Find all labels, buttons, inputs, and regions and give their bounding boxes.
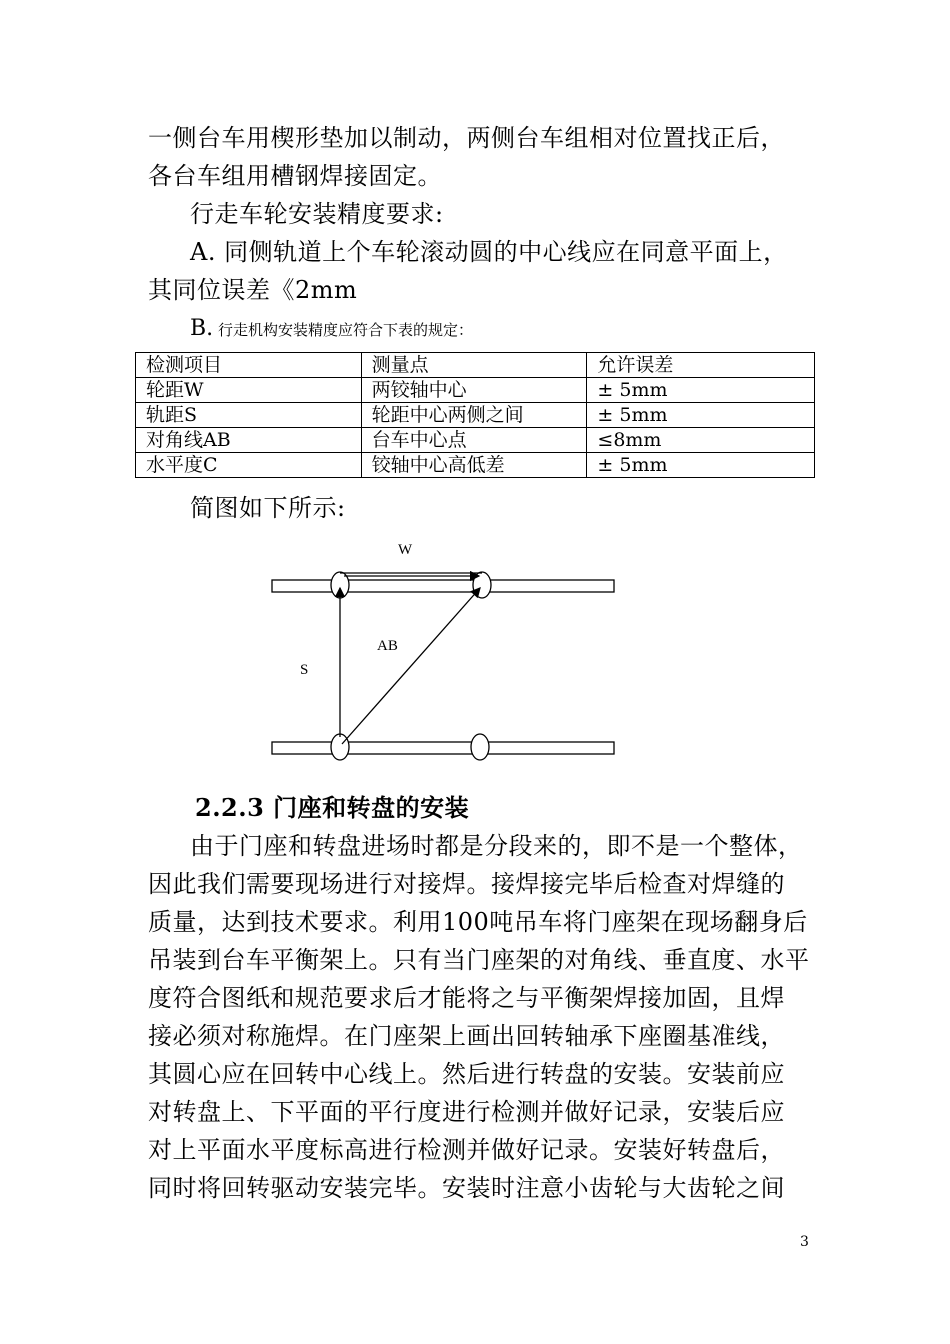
requirement-intro: 行走车轮安装精度要求:	[190, 200, 444, 228]
section-line: 同时将回转驱动安装完毕。安装时注意小齿轮与大齿轮之间	[148, 1174, 785, 1202]
table-row	[136, 453, 815, 478]
table-header-row	[136, 353, 815, 378]
table-header-cell: 检测项目	[136, 353, 362, 378]
section-line: 接必须对称施焊。在门座架上画出回转轴承下座圈基准线，	[148, 1022, 785, 1050]
table-header-cell: 允许误差	[587, 353, 815, 378]
table-row	[136, 428, 815, 453]
table-cell: 对角线AB	[136, 428, 362, 453]
table-row	[136, 378, 815, 403]
bottom-rail	[272, 742, 614, 754]
label-w: W	[398, 542, 413, 558]
paragraph-line: 一侧台车用楔形垫加以制动，两侧台车组相对位置找正后，	[148, 124, 785, 152]
section-line: 对转盘上、下平面的平行度进行检测并做好记录，安装后应	[148, 1098, 785, 1126]
diagram-caption: 简图如下所示:	[190, 494, 346, 522]
ab-diagonal-arrow	[342, 588, 480, 744]
requirement-b-text: 行走机构安装精度应符合下表的规定：	[217, 321, 473, 339]
table-cell: 轮距中心两侧之间	[361, 403, 587, 428]
requirement-a-line: 其同位误差《2mm	[148, 276, 358, 304]
requirement-b	[190, 318, 473, 341]
table-cell: 轮距W	[136, 378, 362, 403]
section-line: 吊装到台车平衡架上。只有当门座架的对角线、垂直度、水平	[148, 946, 810, 974]
section-heading: 2.2.3 门座和转盘的安装	[195, 793, 470, 822]
wheel-bottom-right	[471, 734, 489, 760]
wheel-bottom-left	[331, 734, 349, 760]
section-line: 因此我们需要现场进行对接焊。接焊接完毕后检查对焊缝的	[148, 870, 785, 898]
table-header-cell: 测量点	[361, 353, 587, 378]
accuracy-table	[135, 352, 815, 478]
page-number: 3	[800, 1234, 809, 1250]
top-rail	[272, 580, 614, 592]
section-line: 对上平面水平度标高进行检测并做好记录。安装好转盘后，	[148, 1136, 785, 1164]
table-row	[136, 403, 815, 428]
table-cell: 轨距S	[136, 403, 362, 428]
table-cell: 铰轴中心高低差	[361, 453, 587, 478]
section-line: 质量，达到技术要求。利用100吨吊车将门座架在现场翻身后	[148, 908, 808, 936]
table-cell: ± 5mm	[587, 403, 815, 428]
section-line: 度符合图纸和规范要求后才能将之与平衡架焊接加固，且焊	[148, 984, 785, 1012]
table-cell: 水平度C	[136, 453, 362, 478]
requirement-b-letter: B.	[190, 316, 214, 341]
table-cell: 台车中心点	[361, 428, 587, 453]
wheel-layout-diagram	[260, 532, 630, 772]
paragraph-line: 各台车组用槽钢焊接固定。	[148, 162, 442, 190]
label-s: S	[300, 662, 309, 678]
table-cell: ≤8mm	[587, 428, 815, 453]
table-cell: ± 5mm	[587, 453, 815, 478]
section-line: 由于门座和转盘进场时都是分段来的，即不是一个整体，	[190, 832, 803, 860]
table-cell: 两铰轴中心	[361, 378, 587, 403]
table-cell: ± 5mm	[587, 378, 815, 403]
label-ab: AB	[377, 638, 398, 654]
section-line: 其圆心应在回转中心线上。然后进行转盘的安装。安装前应	[148, 1060, 785, 1088]
requirement-a-line: A. 同侧轨道上个车轮滚动圆的中心线应在同意平面上，	[190, 238, 788, 266]
